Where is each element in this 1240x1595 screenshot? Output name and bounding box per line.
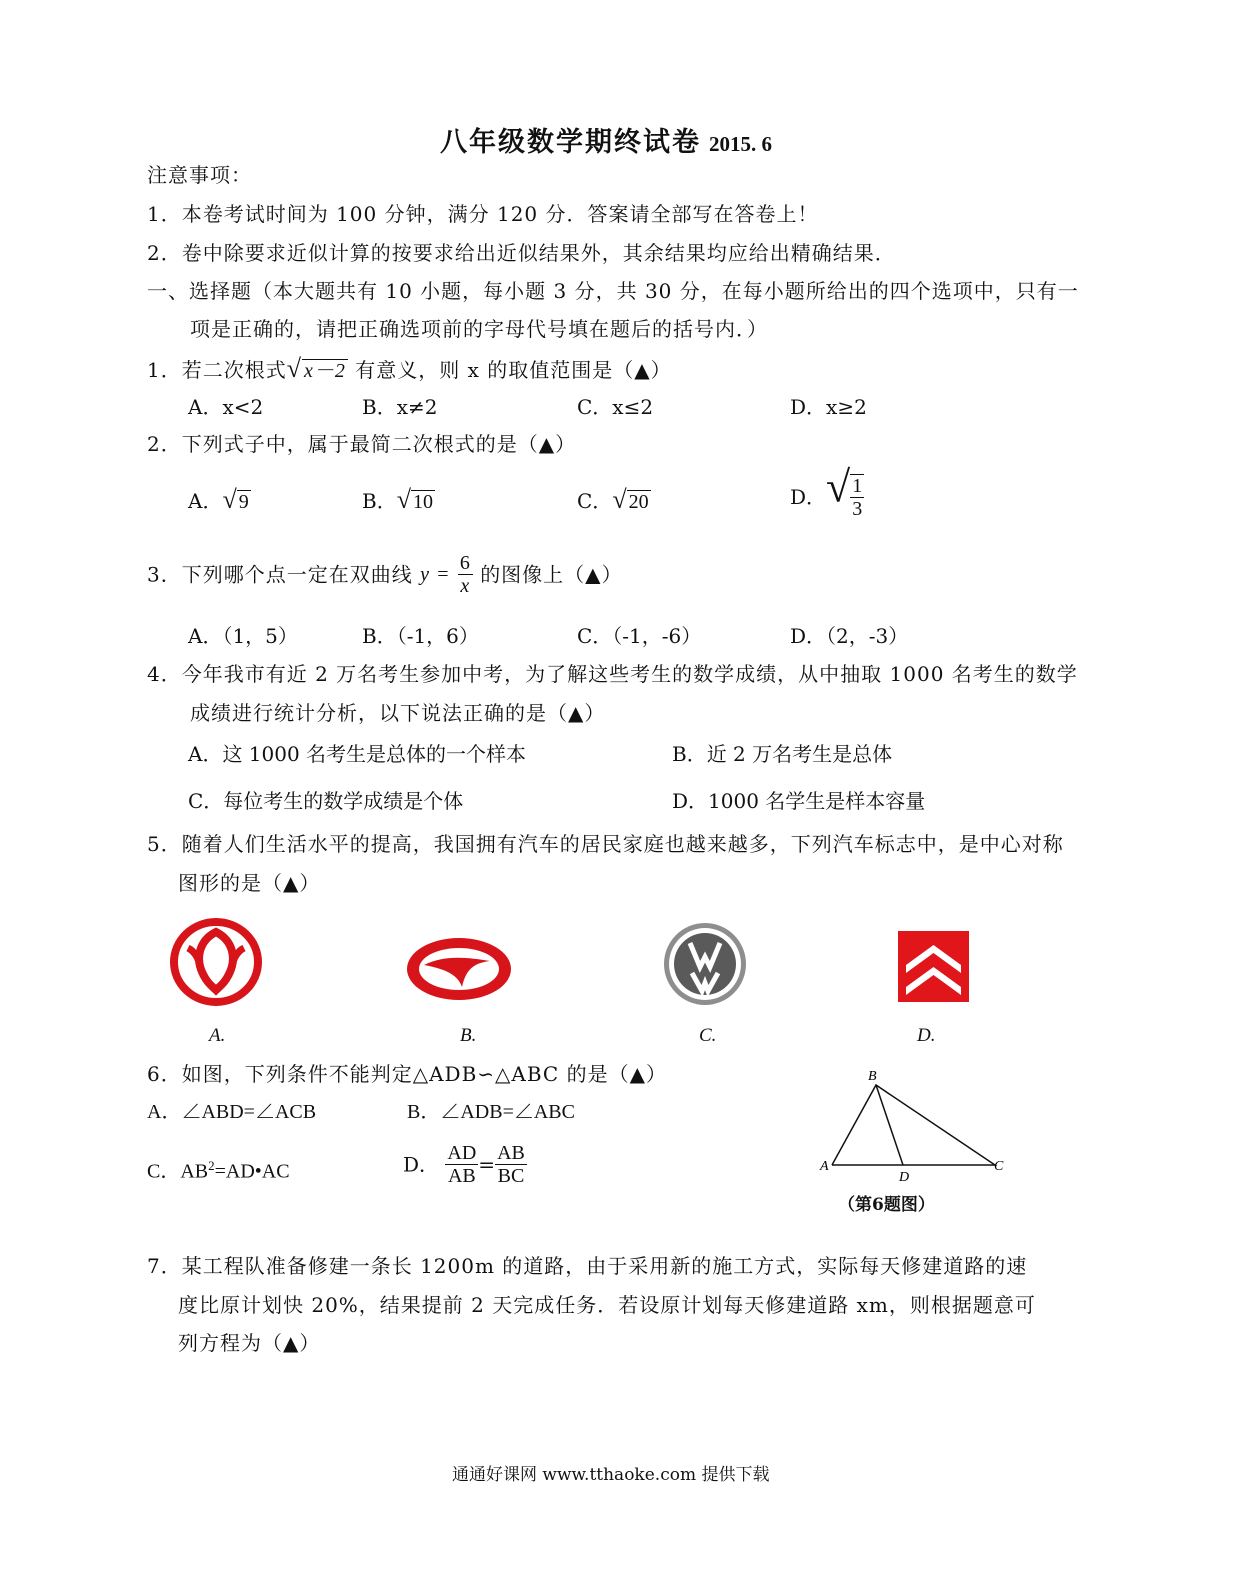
q6-d-label: D． xyxy=(403,1152,440,1177)
changan-logo xyxy=(404,935,514,1003)
logo-caption-c: C. xyxy=(699,1025,717,1046)
q2-option-b xyxy=(362,485,435,514)
q2-option-a xyxy=(188,485,251,514)
sqrt-symbol: √ xyxy=(826,462,851,512)
q6-d-den1: AB xyxy=(447,1165,476,1187)
question-5-line2: 图形的是（▲） xyxy=(178,871,321,895)
q2-option-d xyxy=(790,462,864,520)
q6-option-c xyxy=(147,1154,290,1184)
exam-date: 2015. 6 xyxy=(709,132,772,156)
q6-d-eq: = xyxy=(478,1152,496,1177)
q1-pre: 1．若二次根式 xyxy=(147,358,287,382)
label-a: A xyxy=(820,1159,829,1174)
title-text: 八年级数学期终试卷 xyxy=(440,127,701,158)
question-5-line1: 5．随着人们生活水平的提高，我国拥有汽车的居民家庭也越来越多，下列汽车标志中，是中心对称 xyxy=(147,832,1064,856)
notice-item-2: 2．卷中除要求近似计算的按要求给出近似结果外，其余结果均应给出精确结果． xyxy=(147,241,896,265)
triangle-figure xyxy=(815,1066,1015,1186)
q2-d-denominator: 3 xyxy=(852,498,863,520)
notice-heading: 注意事项： xyxy=(147,163,252,187)
q3-pre: 3．下列哪个点一定在双曲线 xyxy=(147,562,413,587)
q1-option-a: A．x<2 xyxy=(188,395,264,419)
q6-c-post: =AD•AC xyxy=(214,1160,290,1183)
page-title xyxy=(440,120,772,159)
q1-option-d: D．x≥2 xyxy=(790,395,867,419)
q2-label-a: A． xyxy=(188,489,223,513)
question-7-line1: 7．某工程队准备修建一条长 1200m 的道路，由于采用新的施工方式，实际每天修建道路的速 xyxy=(147,1254,1028,1278)
q1-radical xyxy=(286,354,348,383)
q6-d-frac-2 xyxy=(495,1142,527,1187)
triangle-abc xyxy=(832,1085,995,1165)
section1-line2: 项是正确的，请把正确选项前的字母代号填在题后的括号内．） xyxy=(190,317,768,341)
q6-d-num2: AB xyxy=(497,1142,525,1164)
q3-denominator: x xyxy=(460,575,471,597)
label-b: B xyxy=(868,1069,877,1084)
q2-label-b: B． xyxy=(362,489,397,513)
q2-label-c: C． xyxy=(577,489,613,513)
dongfeng-logo xyxy=(170,918,262,1006)
question-4-line1: 4．今年我市有近 2 万名考生参加中考，为了解这些考生的数学成绩，从中抽取 1000 名考生的数学 xyxy=(147,662,1078,686)
q3-option-c: C．（-1，-6） xyxy=(577,624,702,648)
q4-option-d: D．1000 名学生是样本容量 xyxy=(672,789,926,813)
segment-bd xyxy=(876,1085,903,1165)
figure-6-caption: （第6题图） xyxy=(838,1195,935,1215)
label-d: D xyxy=(899,1170,910,1185)
page-footer: 通通好课网 www.tthaoke.com 提供下载 xyxy=(452,1465,770,1485)
question-3-stem xyxy=(147,552,623,597)
q1-option-b: B．x≠2 xyxy=(362,395,438,419)
q3-option-a: A．（1，5） xyxy=(188,624,298,648)
q6-option-b: B．∠ADB=∠ABC xyxy=(407,1101,575,1123)
q2-label-d: D． xyxy=(790,485,827,509)
q4-option-b: B．近 2 万名考生是总体 xyxy=(672,742,893,766)
q3-fraction xyxy=(458,552,473,597)
q3-option-b: B．（-1，6） xyxy=(362,624,479,648)
question-7-line3: 列方程为（▲） xyxy=(178,1331,321,1355)
logo-caption-b: B. xyxy=(460,1025,477,1046)
q6-option-d xyxy=(403,1142,527,1187)
q2-radical-b xyxy=(396,485,435,514)
logo-caption-a: A. xyxy=(209,1025,226,1046)
section1-line1: 一、选择题（本大题共有 10 小题，每小题 3 分，共 30 分，在每小题所给出的四个选项中，只有一 xyxy=(147,279,1079,303)
q2-radical-a xyxy=(222,485,250,514)
q6-c-pre: C．AB xyxy=(147,1160,209,1183)
q2-radicand-c: 20 xyxy=(628,491,649,513)
question-2-stem: 2．下列式子中，属于最简二次根式的是（▲） xyxy=(147,432,577,456)
q2-radicand-b: 10 xyxy=(412,491,433,513)
q2-fraction-d xyxy=(850,474,864,520)
question-6-stem: 6．如图，下列条件不能判定△ADB∽△ABC 的是（▲） xyxy=(147,1062,667,1086)
question-1-stem xyxy=(147,354,672,383)
volkswagen-logo xyxy=(662,921,748,1007)
question-7-line2: 度比原计划快 20%，结果提前 2 天完成任务．若设原计划每天修建道路 xm，则根据题意可 xyxy=(178,1293,1036,1317)
q6-d-num1: AD xyxy=(447,1142,477,1164)
q4-option-c: C．每位考生的数学成绩是个体 xyxy=(188,789,464,813)
citroen-logo xyxy=(898,931,969,1002)
q6-option-a: A．∠ABD=∠ACB xyxy=(147,1101,317,1123)
sqrt-symbol: √ xyxy=(396,485,411,514)
q2-radicand-a: 9 xyxy=(238,491,249,513)
q3-function: y = xyxy=(420,563,451,586)
q3-post: 的图像上（▲） xyxy=(480,562,623,587)
notice-item-1: 1．本卷考试时间为 100 分钟，满分 120 分．答案请全部写在答卷上！ xyxy=(147,202,819,226)
q2-option-c xyxy=(577,485,651,514)
q6-d-den2: BC xyxy=(497,1165,525,1187)
q6-c-sup: 2 xyxy=(208,1158,215,1173)
q6-d-frac-1 xyxy=(445,1142,478,1187)
q1-post: 有意义，则 x 的取值范围是（▲） xyxy=(355,358,672,382)
q2-radical-c xyxy=(612,485,650,514)
q2-d-numerator: 1 xyxy=(852,475,863,497)
q3-option-d: D．（2，-3） xyxy=(790,624,909,648)
q4-option-a: A．这 1000 名考生是总体的一个样本 xyxy=(188,742,527,766)
sqrt-symbol: √ xyxy=(612,485,627,514)
q2-radical-d xyxy=(826,462,864,520)
sqrt-symbol: √ xyxy=(222,485,237,514)
label-c: C xyxy=(994,1159,1004,1174)
question-4-line2: 成绩进行统计分析，以下说法正确的是（▲） xyxy=(190,701,606,725)
q1-option-c: C．x≤2 xyxy=(577,395,654,419)
logo-caption-d: D. xyxy=(917,1025,936,1046)
q3-numerator: 6 xyxy=(459,552,471,574)
q1-radicand: x－2 xyxy=(304,360,346,382)
sqrt-symbol: √ xyxy=(286,354,303,383)
